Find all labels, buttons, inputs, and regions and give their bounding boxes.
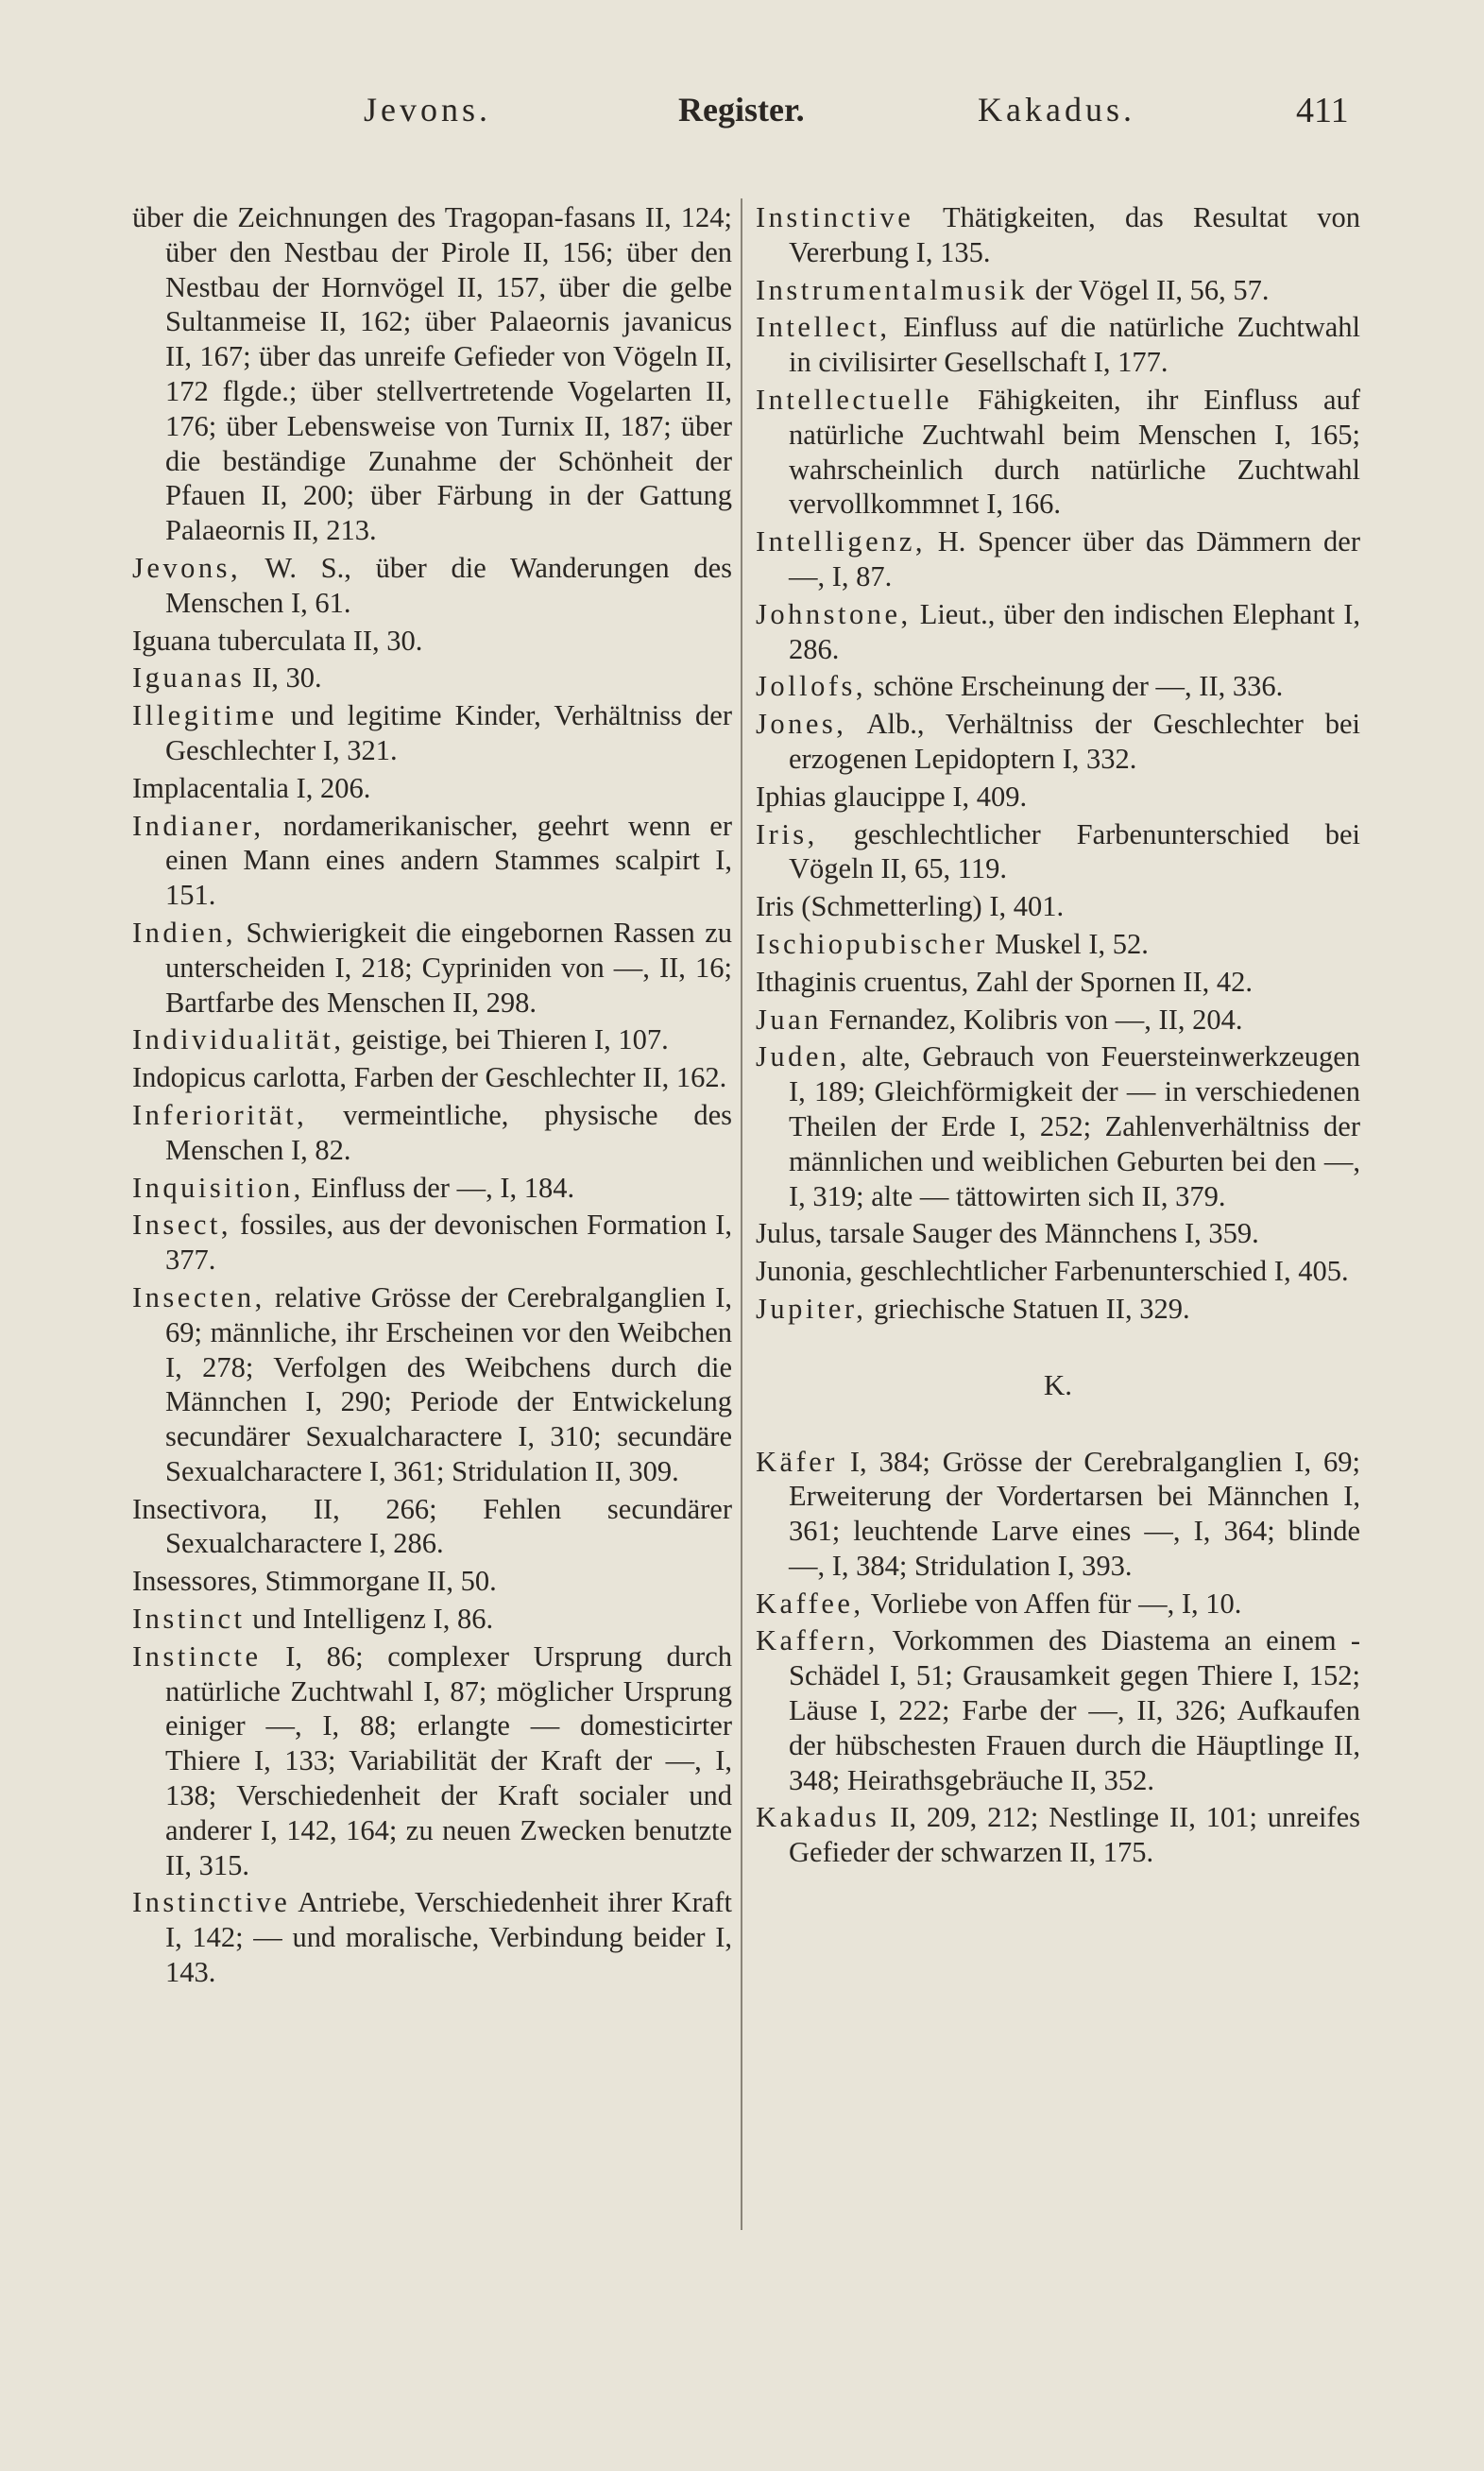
index-entry <box>756 1003 1360 1038</box>
entry-text: und legitime Kinder, Verhältniss der Geschlechter I, 321. <box>165 699 732 766</box>
index-entry <box>132 624 732 659</box>
index-entry <box>132 1208 732 1278</box>
index-entry <box>756 1800 1360 1870</box>
entry-text: Schwierigkeit die eingebornen Rassen zu unterscheiden I, 218; Cypriniden von —, II, 16; Bartfarbe des Menschen II, 298. <box>165 916 732 1019</box>
entry-text: Fernandez, Kolibris von —, II, 204. <box>821 1003 1243 1036</box>
index-entry <box>756 524 1360 594</box>
entry-text: geschlechtlicher Farbenunterschied bei Vögeln II, 65, 119. <box>789 817 1360 885</box>
entry-headword: Iguanas <box>132 661 246 695</box>
index-entry <box>756 669 1360 704</box>
entry-headword: Juden, <box>756 1040 850 1073</box>
entry-text: Einfluss auf die natürliche Zuchtwahl in civilisirter Gesellschaft I, 177. <box>789 311 1360 379</box>
index-entry <box>132 1022 732 1057</box>
entry-text: vermeintliche, physische des Menschen I, 82. <box>165 1098 732 1166</box>
entry-headword: Intellectuelle <box>756 383 953 416</box>
page-number: 411 <box>1296 91 1349 130</box>
index-entry <box>132 200 732 548</box>
entry-text: relative Grösse der Cerebralganglien I, 69; männliche, ihr Erscheinen vor den Weibchen I, 278; Verfolgen des Weibchens durch die Männchen I, 290; Periode der Entwickelung secundärer Sexualcharactere I, 310; secundäre Sexualcharactere I, 361; Stridulation II, 309. <box>165 1280 732 1487</box>
entry-text: Iris (Schmetterling) I, 401. <box>756 890 1065 923</box>
right-column <box>756 200 1360 1873</box>
entry-headword: Kaffee, <box>756 1587 864 1620</box>
entry-headword: Insect, <box>132 1209 231 1242</box>
index-entry <box>132 1602 732 1637</box>
entry-text: schöne Erscheinung der —, II, 336. <box>865 670 1284 703</box>
entry-text: Vorliebe von Affen für —, I, 10. <box>863 1587 1242 1620</box>
entry-text: Insectivora, II, 266; Fehlen secundärer Sexualcharactere I, 286. <box>132 1492 732 1560</box>
index-entry <box>132 661 732 695</box>
entry-text: Fähigkeiten, ihr Einfluss auf natürliche Zuchtwahl beim Menschen I, 165; wahrscheinlich durch natürliche Zuchtwahl vervollkommnet I, 166. <box>789 383 1360 521</box>
index-entry <box>132 698 732 768</box>
entry-text: Junonia, geschlechtlicher Farbenunterschied I, 405. <box>756 1255 1349 1288</box>
index-entry <box>756 817 1360 887</box>
index-entry <box>756 1623 1360 1797</box>
index-entry <box>756 1445 1360 1584</box>
index-entry <box>132 1060 732 1095</box>
index-entry <box>756 889 1360 924</box>
index-entry <box>756 927 1360 962</box>
running-header <box>132 90 1360 146</box>
entry-text: fossiles, aus der devonischen Formation I, 377. <box>165 1209 732 1277</box>
right-column-entries <box>756 200 1360 1327</box>
entry-headword: Illegitime <box>132 699 278 732</box>
entry-text: der Vögel II, 56, 57. <box>1028 273 1270 306</box>
entry-text: Antriebe, Verschiedenheit ihrer Kraft I, 142; — und moralische, Verbindung beider I, 143. <box>165 1886 732 1989</box>
entry-headword: Instinctive <box>756 201 914 233</box>
entry-text: Muskel I, 52. <box>987 927 1149 960</box>
entry-headword: Intelligenz, <box>756 525 927 558</box>
entry-headword: Jevons, <box>132 551 242 584</box>
entry-headword: Iris, <box>756 817 818 850</box>
entry-text: Iguana tuberculata II, 30. <box>132 624 423 657</box>
entry-headword: Insecten, <box>132 1280 265 1313</box>
entry-headword: Kakadus <box>756 1801 880 1834</box>
entry-text: Vorkommen des Diastema an einem -Schädel I, 51; Grausamkeit gegen Thiere I, 152; Läuse I, 222; Farbe der —, II, 326; Aufkaufen der hübschesten Frauen durch die Häuptlinge II, 348; Heirathsgebräuche II, 352. <box>789 1624 1360 1796</box>
entry-text: alte, Gebrauch von Feuersteinwerkzeugen I, 189; Gleichförmigkeit der — in verschiedenen Theilen der Erde I, 252; Zahlenverhältniss der männlichen und weiblichen Geburten bei den —, I, 319; alte — tättowirten sich II, 379. <box>789 1040 1360 1212</box>
entry-text: geistige, bei Thieren I, 107. <box>344 1023 669 1056</box>
index-entry <box>132 1639 732 1883</box>
entry-headword: Intellect, <box>756 311 891 344</box>
entry-text: I, 86; complexer Ursprung durch natürliche Zuchtwahl I, 87; möglicher Ursprung einiger —, I, 88; erlangte — domesticirter Thiere I, 133; Variabilität der Kraft der —, I, 138; Verschiedenheit der Kraft socialer und anderer I, 142, 164; zu neuen Zwecken benutzte II, 315. <box>165 1639 732 1881</box>
index-entry <box>756 383 1360 522</box>
entry-headword: Inquisition, <box>132 1171 304 1204</box>
left-column <box>132 200 732 1993</box>
index-entry <box>132 1492 732 1562</box>
index-entry <box>756 1039 1360 1213</box>
entry-headword: Jollofs, <box>756 670 866 703</box>
entry-text: Einfluss der —, I, 184. <box>303 1171 575 1204</box>
index-entry <box>132 1564 732 1599</box>
header-title: Register. <box>678 91 805 129</box>
index-entry <box>756 310 1360 380</box>
entry-text: W. S., über die Wanderungen des Menschen I, 61. <box>165 551 732 619</box>
index-entry <box>756 1254 1360 1289</box>
entry-headword: Johnstone, <box>756 597 912 630</box>
index-entry <box>756 200 1360 270</box>
index-entry <box>756 1292 1360 1327</box>
entry-headword: Jones, <box>756 708 847 741</box>
entry-headword: Individualität, <box>132 1023 345 1056</box>
entry-headword: Juan <box>756 1003 822 1036</box>
entry-headword: Instincte <box>132 1639 262 1673</box>
entry-headword: Ischiopubischer <box>756 927 988 960</box>
entry-text: Ithaginis cruentus, Zahl der Spornen II, 42. <box>756 965 1253 998</box>
entry-text: Thätigkeiten, das Resultat von Vererbung I, 135. <box>789 201 1360 268</box>
entry-headword: Instinctive <box>132 1886 291 1919</box>
index-entry <box>756 965 1360 1000</box>
header-right-word: Kakadus. <box>978 91 1135 129</box>
entry-headword: Inferiorität, <box>132 1098 308 1131</box>
section-letter: K. <box>1043 1367 1073 1401</box>
entry-headword: Kaffern, <box>756 1624 878 1657</box>
index-entry <box>756 780 1360 815</box>
index-entry <box>132 1171 732 1206</box>
entry-text: Alb., Verhältniss der Geschlechter bei erzogenen Lepidoptern I, 332. <box>789 708 1360 775</box>
entry-headword: Instrumentalmusik <box>756 273 1029 306</box>
index-entry <box>132 809 732 913</box>
right-column-k-entries <box>756 1445 1360 1871</box>
entry-text: über die Zeichnungen des Tragopan-fasans II, 124; über den Nestbau der Pirole II, 156; über den Nestbau der Hornvögel II, 157, über die gelbe Sultanmeise II, 162; über Palaeornis javanicus II, 167; über das unreife Gefieder von Vögeln II, 172 flgde.; über stellvertretende Vogelarten II, 176; über Lebensweise von Turnix II, 187; über die beständige Zunahme der Schönheit der Pfauen II, 200; über Färbung in der Gattung Palaeornis II, 213. <box>132 201 732 547</box>
column-divider <box>741 198 742 2230</box>
entry-text: nordamerikanischer, geehrt wenn er einen Mann eines andern Stammes scalpirt I, 151. <box>165 809 732 912</box>
entry-text: Julus, tarsale Sauger des Männchens I, 359. <box>756 1217 1259 1250</box>
entry-text: Insessores, Stimmorgane II, 50. <box>132 1565 497 1598</box>
index-entry <box>756 1216 1360 1251</box>
index-entry <box>756 597 1360 667</box>
index-entry <box>132 551 732 621</box>
entry-text: I, 384; Grösse der Cerebralganglien I, 69; Erweiterung der Vordertarsen bei Männchen I, 361; leuchtende Larve eines —, I, 364; blinde —, I, 384; Stridulation I, 393. <box>789 1445 1360 1582</box>
entry-text: II, 209, 212; Nestlinge II, 101; unreifes Gefieder der schwarzen II, 175. <box>789 1801 1360 1869</box>
entry-headword: Käfer <box>756 1445 838 1478</box>
index-entry <box>756 273 1360 308</box>
header-left-word: Jevons. <box>364 91 491 129</box>
entry-text: II, 30. <box>245 661 322 695</box>
index-entry <box>132 1885 732 1989</box>
entry-text: Indopicus carlotta, Farben der Geschlechter II, 162. <box>132 1061 727 1094</box>
entry-text: Iphias glaucippe I, 409. <box>756 780 1028 813</box>
entry-headword: Indianer, <box>132 809 264 842</box>
index-entry <box>132 1280 732 1489</box>
index-entry <box>756 707 1360 777</box>
entry-headword: Indien, <box>132 916 237 949</box>
index-entry <box>756 1587 1360 1622</box>
entry-headword: Instinct <box>132 1603 246 1636</box>
index-entry <box>132 771 732 806</box>
index-entry <box>132 1098 732 1168</box>
entry-text: H. Spencer über das Dämmern der —, I, 87. <box>789 525 1360 592</box>
entry-headword: Jupiter, <box>756 1292 867 1325</box>
index-entry <box>132 916 732 1020</box>
entry-text: und Intelligenz I, 86. <box>245 1603 494 1636</box>
entry-text: griechische Statuen II, 329. <box>866 1292 1190 1325</box>
entry-text: Implacentalia I, 206. <box>132 771 371 804</box>
entry-text: Lieut., über den indischen Elephant I, 286. <box>789 597 1360 665</box>
